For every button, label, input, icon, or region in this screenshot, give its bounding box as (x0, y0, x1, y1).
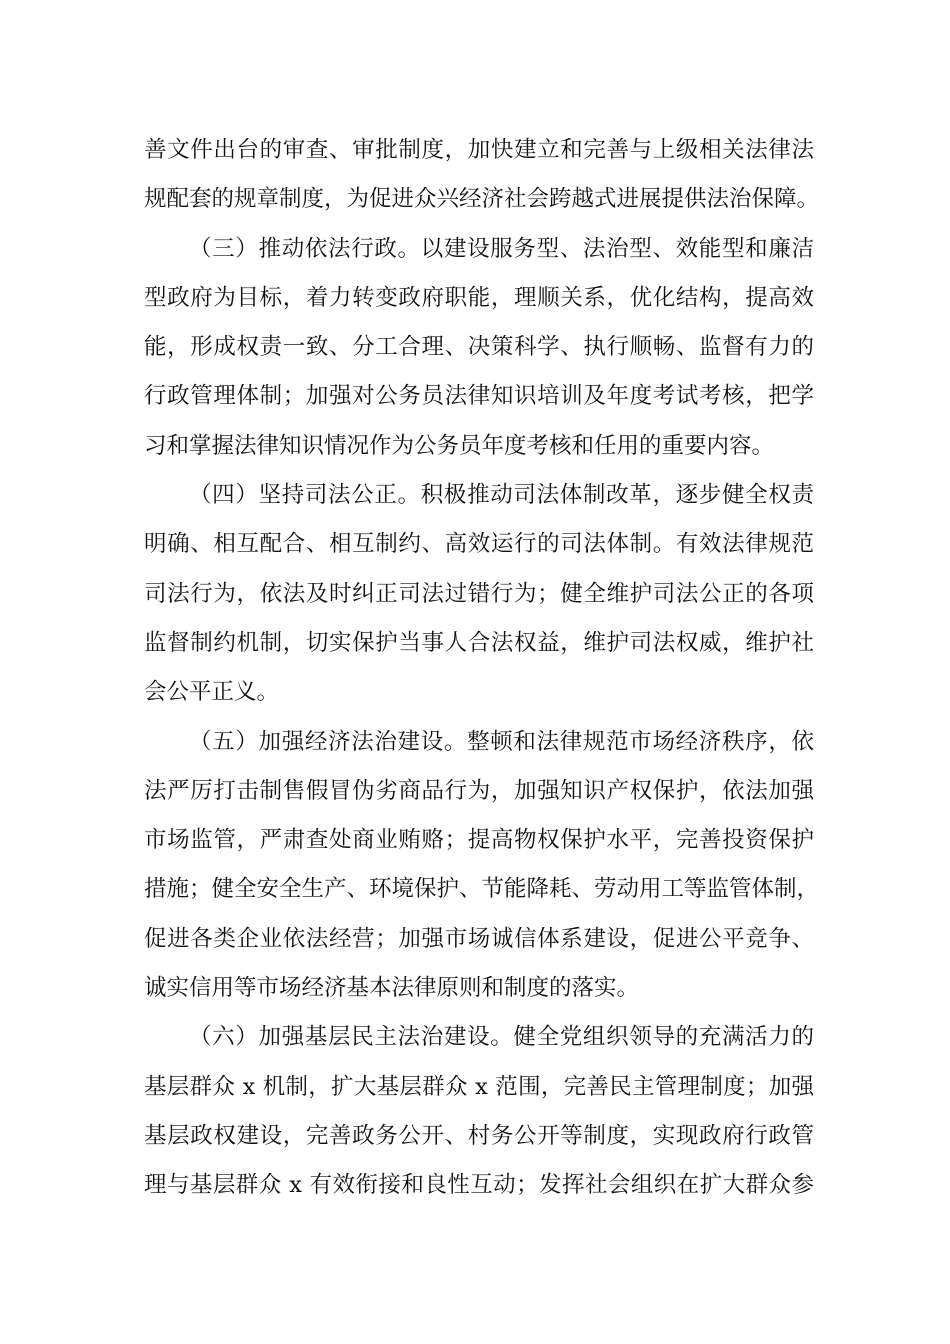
text-line: 措施；健全安全生产、环境保护、节能降耗、劳动用工等监管体制， (144, 876, 820, 903)
text-line: 监督制约机制，切实保护当事人合法权益，维护司法权威，维护社 (144, 629, 814, 656)
paragraph-start-line: （五）加强经济法治建设。整顿和法律规范市场经济秩序，依 (189, 728, 814, 755)
paragraph-start-line: （四）坚持司法公正。积极推动司法体制改革，逐步健全权责 (189, 482, 814, 509)
text-line: 能，形成权责一致、分工合理、决策科学、执行顺畅、监督有力的 (144, 334, 814, 361)
text-line: 会公平正义。 (144, 679, 280, 706)
text-line: 习和掌握法律知识情况作为公务员年度考核和任用的重要内容。 (144, 432, 775, 459)
text-line: 基层群众 x 机制，扩大基层群众 x 范围，完善民主管理制度；加强 (144, 1073, 814, 1100)
document-body (144, 126, 820, 1211)
text-line: 明确、相互配合、相互制约、高效运行的司法体制。有效法律规范 (144, 531, 814, 558)
text-line: 诚实信用等市场经济基本法律原则和制度的落实。 (144, 975, 640, 1002)
text-line: 理与基层群众 x 有效衔接和良性互动；发挥社会组织在扩大群众参 (144, 1172, 814, 1199)
text-line: 基层政权建设，完善政务公开、村务公开等制度，实现政府行政管 (144, 1122, 814, 1149)
text-line: 规配套的规章制度，为促进众兴经济社会跨越式进展提供法治保障。 (144, 186, 820, 213)
text-line: 司法行为，依法及时纠正司法过错行为；健全维护司法公正的各项 (144, 580, 814, 607)
text-line: 法严厉打击制售假冒伪劣商品行为，加强知识产权保护，依法加强 (144, 777, 814, 804)
text-line: 市场监管，严肃查处商业贿赂；提高物权保护水平，完善投资保护 (144, 827, 814, 854)
text-line: 促进各类企业依法经营；加强市场诚信体系建设，促进公平竞争、 (144, 925, 814, 952)
text-line: 善文件出台的审查、审批制度，加快建立和完善与上级相关法律法 (144, 137, 814, 163)
paragraph-start-line: （三）推动依法行政。以建设服务型、法治型、效能型和廉洁 (189, 235, 814, 262)
paragraph-start-line: （六）加强基层民主法治建设。健全党组织领导的充满活力的 (189, 1024, 814, 1051)
text-line: 行政管理体制；加强对公务员法律知识培训及年度考试考核，把学 (144, 383, 814, 410)
text-line: 型政府为目标，着力转变政府职能，理顺关系，优化结构，提高效 (144, 284, 814, 311)
